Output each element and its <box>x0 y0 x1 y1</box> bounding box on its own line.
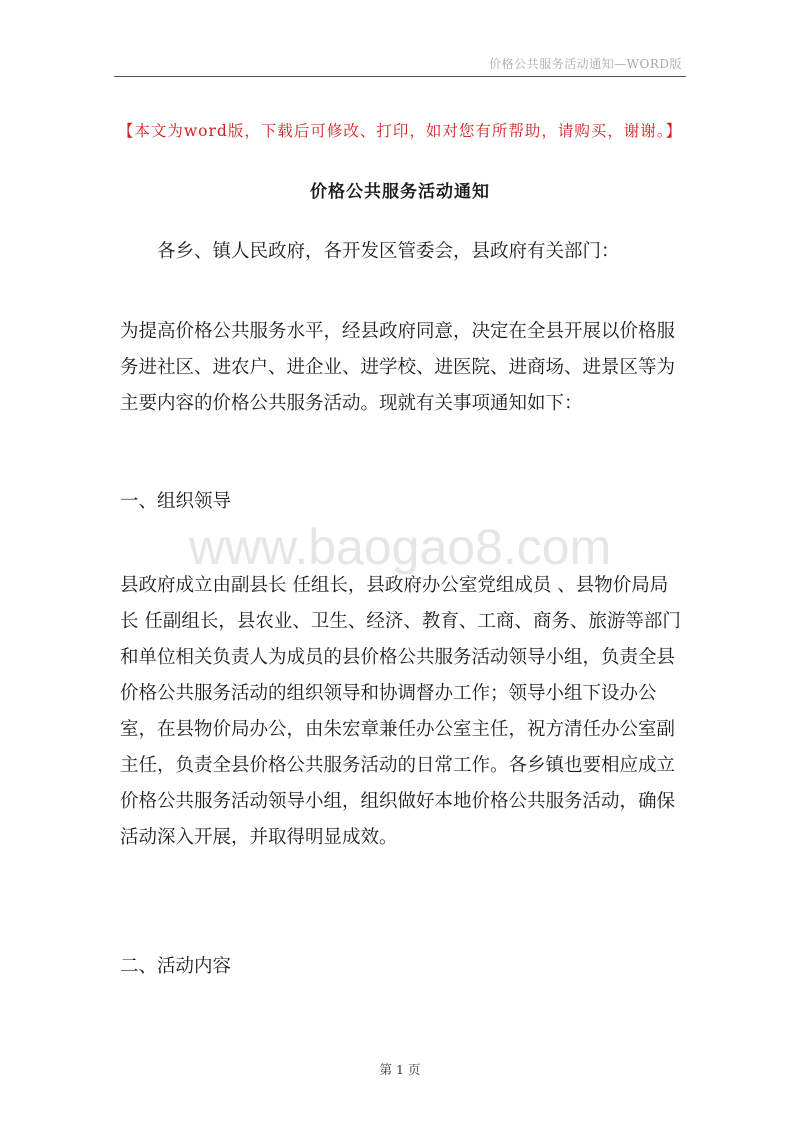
section-body-organization: 县政府成立由副县长 任组长，县政府办公室党组成员 、县物价局局长 任副组长，县农业、卫生、经济、教育、工商、商务、旅游等部门和单位相关负责人为成员的县价格公共服务活动领导小组，负责全县价格公共服务活动的组织领导和协调督办工作；领导小组下设办公室，在县物价局办公，由朱宏章兼任办公室主任，祝方清任办公室副主任，负责全县价格公共服务活动的日常工作。各乡镇也要相应成立价格公共服务活动领导小组，组织做好本地价格公共服务活动，确保活动深入开展，并取得明显成效。 <box>120 575 681 848</box>
section-heading-organization: 一、组织领导 <box>120 491 232 512</box>
header-divider <box>114 76 686 77</box>
page-number: 第 1 页 <box>379 1062 421 1077</box>
download-notice: 【本文为word版，下载后可修改、打印，如对您有所帮助，请购买，谢谢。】 <box>117 122 683 140</box>
salutation-paragraph: 各乡、镇人民政府，各开发区管委会，县政府有关部门： <box>157 241 620 262</box>
section-heading-activities: 二、活动内容 <box>120 956 232 977</box>
running-header: 价格公共服务活动通知—WORD版 <box>489 57 682 71</box>
intro-paragraph: 为提高价格公共服务水平，经县政府同意，决定在全县开展以价格服务进社区、进农户、进企业、进学校、进医院、进商场、进景区等为主要内容的价格公共服务活动。现就有关事项通知如下： <box>120 321 676 414</box>
watermark: www.baogao8.com <box>188 519 612 575</box>
document-title: 价格公共服务活动通知 <box>310 182 490 202</box>
